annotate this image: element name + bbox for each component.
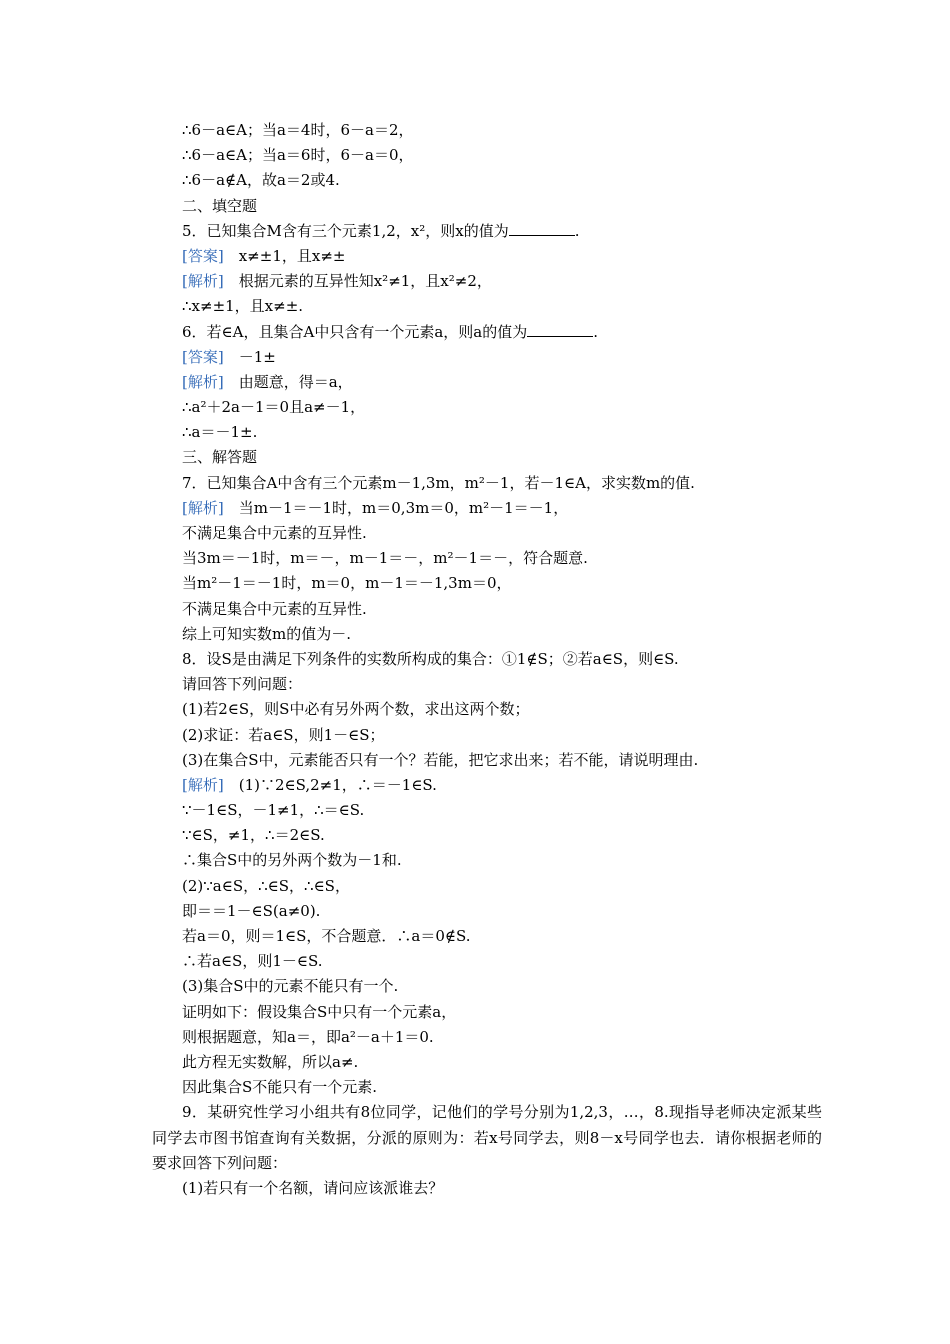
line-text: 则根据题意，知a＝，即a²－a＋1＝0. bbox=[182, 1027, 434, 1046]
line-text: 即＝＝1－∈S(a≠0). bbox=[182, 901, 321, 920]
text-line-3 bbox=[182, 168, 822, 193]
text-line-27 bbox=[182, 773, 822, 798]
text-line-23 bbox=[182, 672, 822, 697]
line-text: ∴集合S中的另外两个数为－1和. bbox=[182, 851, 402, 870]
line-text: x≠±1，且x≠± bbox=[223, 246, 346, 265]
line-text: 当m²－1＝－1时，m＝0，m－1＝－1,3m＝0， bbox=[182, 574, 512, 593]
line-text: 当3m＝－1时，m＝－，m－1＝－，m²－1＝－，符合题意. bbox=[182, 549, 588, 568]
text-line-16 bbox=[182, 496, 822, 521]
answer-tag: [解析] bbox=[182, 372, 224, 391]
line-text: 当m－1＝－1时，m＝0,3m＝0，m²－1＝－1， bbox=[223, 498, 569, 517]
question-9-paragraph: 9．某研究性学习小组共有8位同学，记他们的学号分别为1,2,3，…，8.现指导老师决定派某些同学去市图书馆查询有关数据，分派的原则为：若x号同学去，则8－x号同学也去．请你根据老师的要求回答下列问题： bbox=[152, 1103, 822, 1172]
text-line-7 bbox=[182, 269, 822, 294]
text-line-33 bbox=[182, 924, 822, 949]
line-text: (3)集合S中的元素不能只有一个. bbox=[182, 977, 399, 996]
line-text: ∴x≠±1，且x≠±. bbox=[182, 297, 304, 316]
line-text: 此方程无实数解，所以a≠. bbox=[182, 1052, 359, 1071]
line-text: 7．已知集合A中含有三个元素m－1,3m，m²－1，若－1∈A，求实数m的值. bbox=[182, 473, 695, 492]
text-line-15 bbox=[182, 471, 822, 496]
answer-blank bbox=[527, 322, 593, 337]
text-line-34 bbox=[182, 949, 822, 974]
text-line-25 bbox=[182, 723, 822, 748]
text-line-24 bbox=[182, 697, 822, 722]
text-line-12 bbox=[182, 395, 822, 420]
line-text: ∴6－a∈A；当a＝4时，6－a＝2， bbox=[182, 121, 414, 139]
line-text: (2)求证：若a∈S，则1－∈S； bbox=[182, 725, 385, 744]
line-text: ∴a²＋2a－1＝0且a≠－1， bbox=[182, 398, 366, 417]
text-line-36 bbox=[182, 1000, 822, 1025]
text-line-4 bbox=[182, 194, 822, 219]
text-line-6 bbox=[182, 244, 822, 269]
text-line-28 bbox=[182, 798, 822, 823]
text-line-9 bbox=[182, 320, 822, 345]
line-text: 5．已知集合M含有三个元素1,2，x²，则x的值为 bbox=[182, 221, 509, 240]
line-text: 综上可知实数m的值为－. bbox=[182, 624, 351, 643]
text-line-35 bbox=[182, 974, 822, 999]
line-text: 二、填空题 bbox=[182, 196, 258, 215]
line-suffix: . bbox=[574, 221, 580, 240]
text-line-1 bbox=[182, 118, 822, 143]
text-line-37 bbox=[182, 1025, 822, 1050]
question-9-part-1: (1)若只有一个名额，请问应该派谁去？ bbox=[182, 1178, 444, 1197]
answer-tag: [解析] bbox=[182, 272, 224, 291]
line-text: 证明如下：假设集合S中只有一个元素a， bbox=[182, 1002, 457, 1021]
line-text: ∴6－a∉A，故a＝2或4. bbox=[182, 171, 340, 190]
line-text: ∴6－a∈A；当a＝6时，6－a＝0， bbox=[182, 146, 414, 165]
text-line-38 bbox=[182, 1050, 822, 1075]
document-body bbox=[152, 118, 822, 1201]
line-text: 请回答下列问题： bbox=[182, 675, 303, 694]
line-text: 三、解答题 bbox=[182, 448, 258, 467]
line-text: 若a＝0，则＝1∈S，不合题意．∴a＝0∉S. bbox=[182, 927, 471, 945]
line-text: 不满足集合中元素的互异性. bbox=[182, 524, 367, 542]
answer-tag: [解析] bbox=[182, 775, 224, 794]
text-line-14 bbox=[182, 445, 822, 470]
line-text: 因此集合S不能只有一个元素. bbox=[182, 1078, 378, 1097]
text-line-13 bbox=[182, 420, 822, 445]
text-line-8 bbox=[182, 294, 822, 319]
line-suffix: . bbox=[593, 322, 598, 341]
text-line-22 bbox=[182, 647, 822, 672]
text-line-30 bbox=[182, 848, 822, 873]
text-line-2 bbox=[182, 143, 822, 168]
line-text: (1)若2∈S，则S中必有另外两个数，求出这两个数； bbox=[182, 700, 530, 719]
line-text: ∵∈S，≠1，∴＝2∈S. bbox=[182, 826, 325, 845]
text-line-18 bbox=[182, 546, 822, 571]
text-line-10 bbox=[182, 345, 822, 370]
text-line-31 bbox=[182, 874, 822, 899]
text-line-5 bbox=[182, 219, 822, 244]
text-line-26 bbox=[182, 748, 822, 773]
line-text: 8．设S是由满足下列条件的实数所构成的集合：①1∉S；②若a∈S，则∈S. bbox=[182, 649, 679, 668]
line-text: 由题意，得＝a， bbox=[223, 372, 353, 391]
line-text: ∴若a∈S，则1－∈S. bbox=[182, 952, 323, 971]
line-text: (1)∵2∈S,2≠1，∴＝－1∈S. bbox=[223, 775, 437, 794]
answer-blank bbox=[509, 221, 575, 236]
text-line-39 bbox=[182, 1075, 822, 1100]
line-text: (3)在集合S中，元素能否只有一个？若能，把它求出来；若不能，请说明理由. bbox=[182, 750, 699, 769]
answer-tag: [答案] bbox=[182, 246, 224, 265]
text-line-20 bbox=[182, 597, 822, 622]
line-text: ∵－1∈S，－1≠1，∴＝∈S. bbox=[182, 801, 365, 820]
text-line-29 bbox=[182, 823, 822, 848]
text-line-19 bbox=[182, 571, 822, 596]
text-line-32 bbox=[182, 899, 822, 924]
answer-tag: [解析] bbox=[182, 498, 224, 517]
text-line-17 bbox=[182, 521, 822, 546]
text-line-11 bbox=[182, 370, 822, 395]
answer-tag: [答案] bbox=[182, 347, 224, 366]
line-text: 6．若∈A，且集合A中只含有一个元素a，则a的值为 bbox=[182, 322, 528, 341]
line-text: ∴a＝－1±. bbox=[182, 423, 258, 442]
line-text: 不满足集合中元素的互异性. bbox=[182, 599, 367, 618]
line-text: －1± bbox=[223, 347, 276, 366]
text-line-21 bbox=[182, 622, 822, 647]
line-text: 根据元素的互异性知x²≠1，且x²≠2， bbox=[223, 272, 492, 291]
line-text: (2)∵a∈S，∴∈S，∴∈S， bbox=[182, 876, 350, 895]
